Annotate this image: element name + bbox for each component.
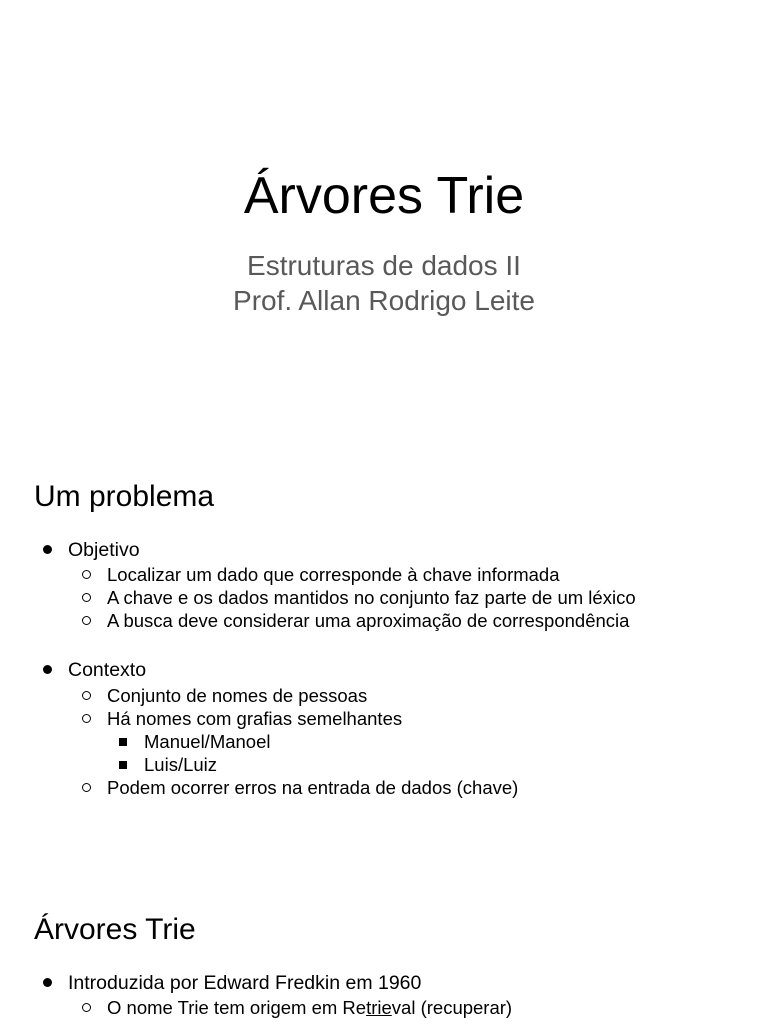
objetivo-item: Localizar um dado que corresponde à chave informada: [107, 564, 560, 585]
bullet-circle-icon: [76, 707, 96, 730]
contexto-label: Contexto: [68, 659, 147, 681]
bullet-circle-icon: [76, 684, 96, 707]
name-variant: Manuel/Manoel: [144, 731, 271, 752]
bullet-circle-icon: [76, 563, 96, 586]
trie-intro: Introduzida por Edward Fredkin em 1960: [68, 972, 422, 994]
bullet-square-icon: [113, 753, 133, 776]
bullet-dot-icon: [37, 539, 57, 562]
trie-origin-prefix: O nome Trie tem origem em Re: [107, 997, 367, 1018]
bullet-dot-icon: [37, 659, 57, 682]
trie-origin: [107, 996, 512, 1019]
presentation-title: Árvores Trie: [243, 167, 525, 225]
problem-slide-title: Um problema: [34, 480, 215, 513]
trie-origin-underlined: trie: [366, 997, 392, 1018]
title-slide: [0, 0, 768, 433]
objetivo-label: Objetivo: [68, 539, 140, 561]
bullet-circle-icon: [76, 609, 96, 632]
bullet-circle-icon: [76, 996, 96, 1019]
trie-slide-title: Árvores Trie: [34, 913, 196, 946]
contexto-item: Podem ocorrer erros na entrada de dados (chave): [107, 777, 519, 798]
contexto-item: Conjunto de nomes de pessoas: [107, 685, 368, 706]
bullet-dot-icon: [37, 972, 57, 995]
name-variant: Luis/Luiz: [144, 754, 218, 775]
trie-origin-suffix: val (recuperar): [391, 997, 513, 1018]
course-name: Estruturas de dados II: [247, 250, 521, 281]
presentation-subtitle: [0, 248, 768, 318]
objetivo-item: A chave e os dados mantidos no conjunto faz parte de um léxico: [107, 587, 636, 608]
professor-name: Prof. Allan Rodrigo Leite: [233, 285, 535, 316]
objetivo-item: A busca deve considerar uma aproximação de correspondência: [107, 610, 630, 631]
bullet-circle-icon: [76, 776, 96, 799]
contexto-item: Há nomes com grafias semelhantes: [107, 708, 403, 729]
bullet-square-icon: [113, 730, 133, 753]
bullet-circle-icon: [76, 586, 96, 609]
